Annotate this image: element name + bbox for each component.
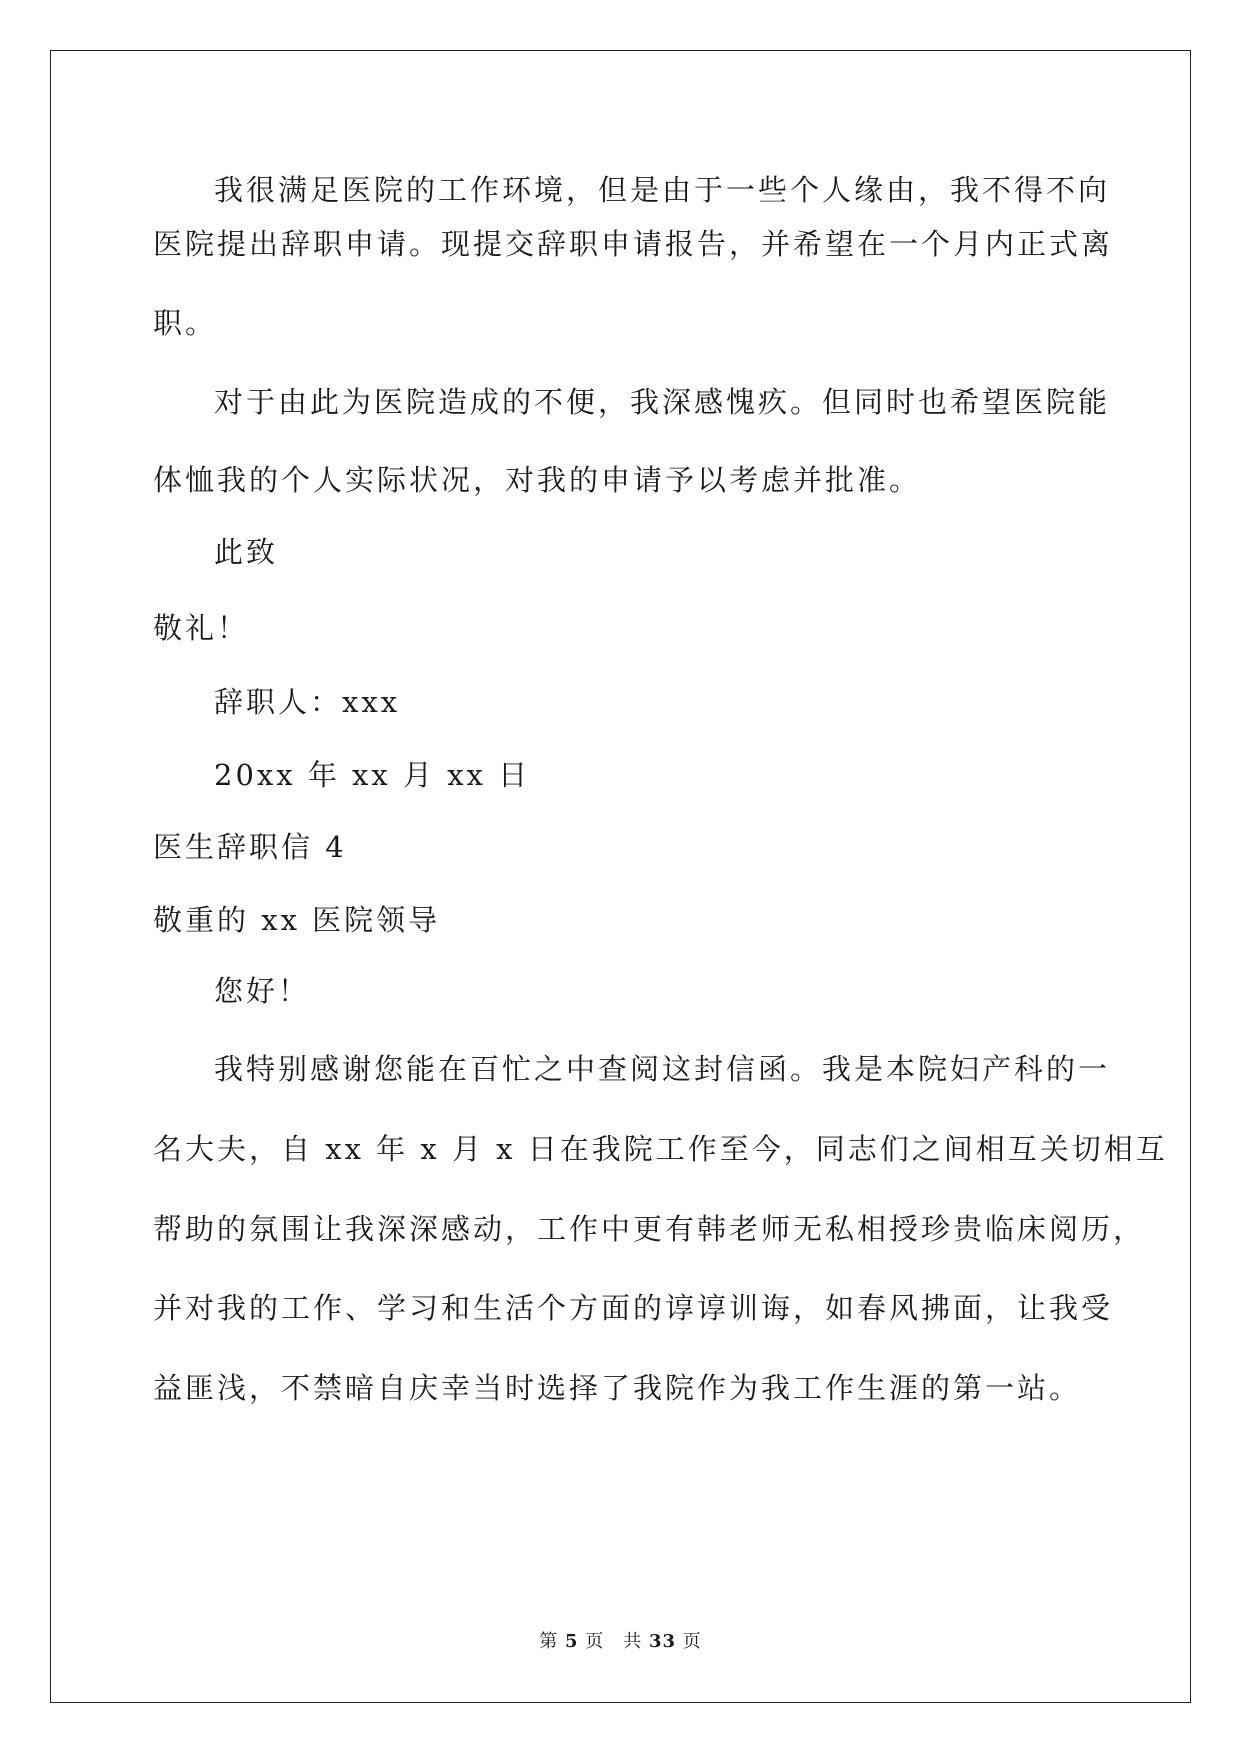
paragraph-line: 我特别感谢您能在百忙之中查阅这封信函。我是本院妇产科的一	[214, 1052, 1111, 1086]
footer-mid: 页 共	[585, 1631, 643, 1652]
paragraph-line: 对于由此为医院造成的不便，我深感愧疚。但同时也希望医院能	[214, 385, 1111, 419]
paragraph-line: 体恤我的个人实际状况，对我的申请予以考虑并批准。	[153, 463, 922, 497]
paragraph-line: 帮助的氛围让我深深感动，工作中更有韩老师无私相授珍贵临床阅历，	[153, 1212, 1146, 1246]
page-border	[50, 50, 1191, 1703]
footer-page-number: 5	[564, 1631, 579, 1652]
greeting-line: 您好！	[214, 974, 311, 1008]
footer-suffix: 页	[682, 1631, 702, 1652]
paragraph-line: 益匪浅，不禁暗自庆幸当时选择了我院作为我工作生涯的第一站。	[153, 1371, 1082, 1405]
signature-line: 辞职人：xxx	[214, 685, 401, 719]
recipient-line: 敬重的 xx 医院领导	[153, 903, 441, 937]
paragraph-line: 我很满足医院的工作环境，但是由于一些个人缘由，我不得不向	[214, 173, 1111, 207]
paragraph-line: 并对我的工作、学习和生活个方面的谆谆训诲，如春风拂面，让我受	[153, 1291, 1114, 1325]
footer-total-pages: 33	[648, 1631, 677, 1652]
salutation-line: 此致	[214, 535, 279, 569]
date-line: 20xx 年 xx 月 xx 日	[214, 758, 531, 792]
closing-line: 敬礼！	[153, 611, 250, 645]
footer-prefix: 第	[539, 1631, 559, 1652]
paragraph-line: 职。	[153, 306, 218, 340]
paragraph-line: 医院提出辞职申请。现提交辞职申请报告，并希望在一个月内正式离	[153, 227, 1114, 261]
page-footer	[0, 1627, 1241, 1653]
paragraph-line: 名大夫，自 xx 年 x 月 x 日在我院工作至今，同志们之间相互关切相互	[153, 1132, 1168, 1166]
section-title: 医生辞职信 4	[153, 830, 347, 864]
